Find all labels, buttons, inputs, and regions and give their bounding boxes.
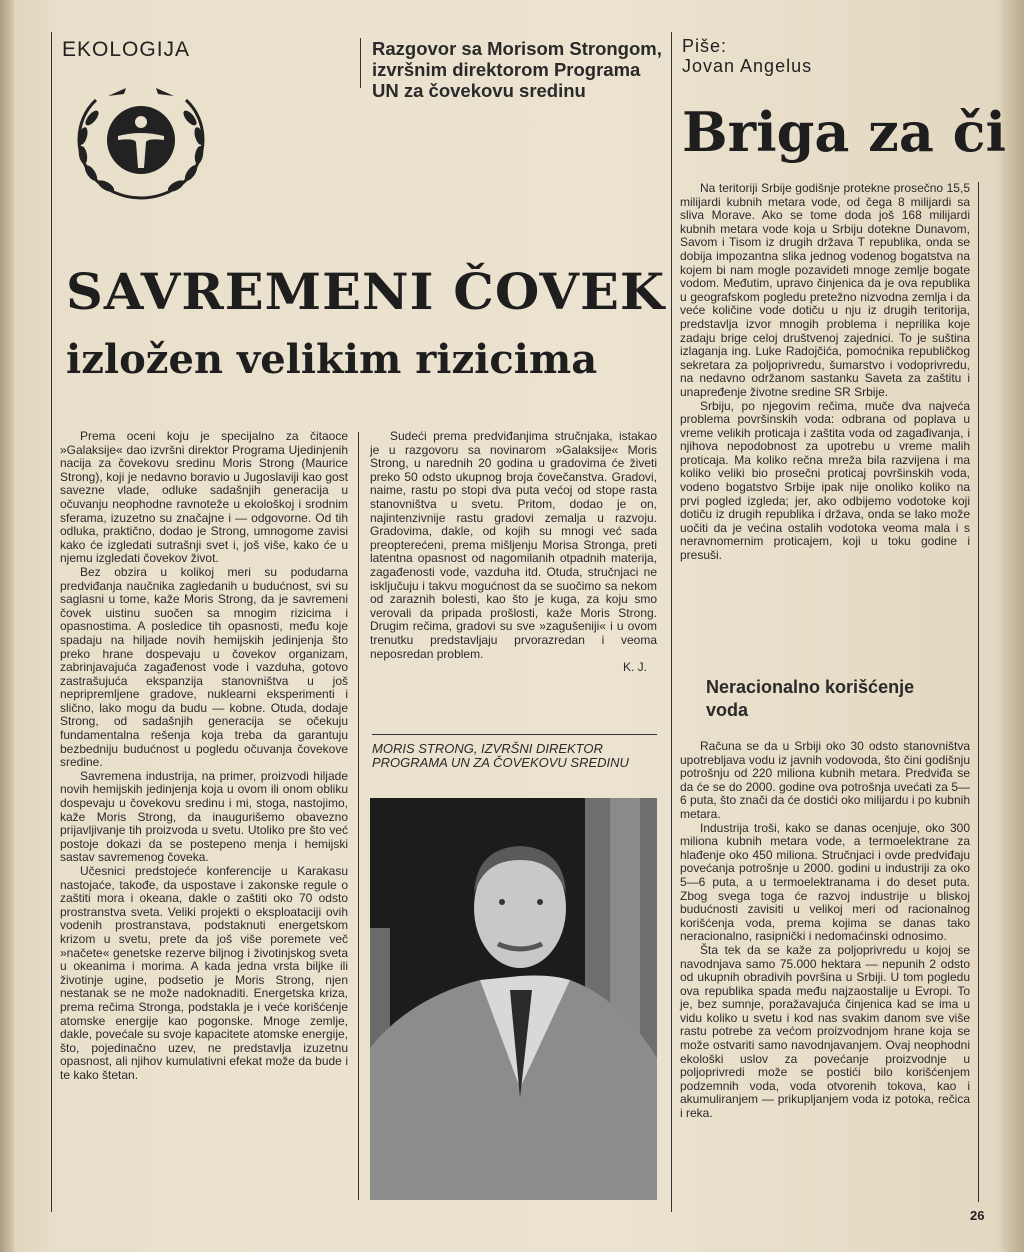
paragraph: Srbiju, po njegovim rečima, muče dva najveća problema površinskih voda: odbrana od poplava u vreme velikih proticaja i zaštita voda od zagađivanja, i njihova nepodobnost za upotrebu u vreme malih proticaja. Ma koliko rečna mreža bila razvijena i ma koliko veliki bio prosečni proticaj površinskih voda, vodeno bogatstvo Srbije ipak nije onoliko koliko na prvi pogled izgleda; jer, ako odbijemo vodotoke koji dotiču iz drugih republika i država, onda se lako može uočiti da je većina ostalih vodotoka veoma mala i s neravnomernim proticajem, koji u toku godine i presuši. [680,398,970,563]
article-column-3-top [680,182,970,563]
right-article-headline: Briga za či [682,100,1006,164]
article-deck: Razgovor sa Morisom Strongom, izvršnim direktorom Programa UN za čovekovu sredinu [372,38,662,101]
column-rule-middle [358,432,359,1200]
author-initials: K. J. [622,660,647,675]
byline-label: Piše: [682,36,728,56]
main-title: SAVREMENI ČOVEK [66,262,666,321]
article-column-1 [60,430,348,1083]
portrait-photo [370,798,657,1200]
article-column-2 [370,430,657,675]
right-margin-rule [978,182,979,1202]
column-rule-right [671,32,672,1212]
paragraph: Učesnici predstojeće konferencije u Karakasu nastojaće, takođe, da uspostave i zakonske regule o zaštiti mora i okeana, dakle o zaštiti oko 70 odsto prostranstva sveta. Veliki projekti o eksploataciji ovih vodenih prostranstava, podstaknuti energetskom krizom u svetu, prete da još više poremete več »načete« genetske rezerve biljnog i životinjskog sveta u okeanima i morima. A kada jedna vrsta biljke ili životinje ugine, podsetio je Moris Strong, njen nestanak se ne može nadoknaditi. Energetska kriza, prema rečima Stronga, podstakla je i veće korišćenje atomske energije kao pogonske. Mnoge zemlje, dakle, povećale su svoje kapacitete atomske energije, što, pojedinačno uzev, ne predstavlja izuzetnu opasnost, ali njihov kumulativni efekat može da bude i te kako štetan. [60,864,348,1082]
paragraph: Na teritoriji Srbije godišnje protekne prosečno 15,5 milijardi kubnih metara vode, od čega 8 milijardi sa sliva Morave. Ako se tome doda još 168 milijardi kubnih metara vode koja u Srbiju dotekne Dunavom, Savom i Tisom iz drugih država T republika, onda se dobija impozantna slika jednog vodenog bogatstva na kojem bi nam mogle pozavideti mnoge zemlje bogate vodom. Međutim, upravo činjenica da je ova republika u geografskom pogledu pretežno nizvodna zemlja i da veće količine vode dotiču u nju iz drugih teritorija, predstavlja izvor mnogih problema i neprilika koje zadaju brige celoj društvenoj zajednici. To je suština izlaganja ing. Luke Radojčića, pomoćnika republičkog sekretara za poljoprivredu, šumarstvo i vodoprivredu, na nedavno održanom sastanku Saveta za zaštitu i unapređenje životne sredine SR Srbije. [680,181,970,399]
paragraph: Industrija troši, kako se danas ocenjuje, oko 300 miliona kubnih metara vode, a termoelektrane za hlađenje oko 450 miliona. Stručnjaci i ovde predviđaju povećanja potrošnje u 2000. godini u industriji za oko 5—6 puta, a u termoelektranama i do deset puta. Zbog svega toga će razvoj industrije u bliskoj budućnosti zavisiti u velikoj meri od racionalnog korišćenja voda, prema kojima se danas tako neracionalno, rasipnički i nedomaćinski odnosimo. [680,820,970,944]
page-edge [1002,0,1024,1252]
paragraph: Bez obzira u kolikoj meri su podudarna predviđanja naučnika zagledanih u budućnost, svi su saglasni u tome, kaže Moris Strong, da je savremeni čovek uistinu suočen sa mnogim rizicima i opasnostima. A posledice tih opasnosti, među koje spadaju na hiljade novih hemijskih jedinjenja što preko hrane dospevaju u čovekov organizam, zabrinjavajuća zagađenost vode i vazduha, gotovo zastrašujuća ekspanzija stanovništva u još nepripremljene gradove, nuklearni eksperimenti i slično, lako mogu da budu — kobne. Otuda, dodaje Strong, od sadašnjih generacija se očekuju fundamentalna rešenja koja treba da garantuju bezbedniju budućnost u pogledu očuvanja čovekove sredine. [60,564,348,770]
paragraph: Prema oceni koju je specijalno za čitaoce »Galaksije« dao izvršni direktor Programa Ujedinjenih nacija za čovekovu sredinu Moris Strong (Maurice Strong), koji je nedavno boravio u Jugoslaviji kao gost savezne vlade, odluke sadašnjih generacija u očuvanju neophodne ravnoteže u ekološkoj i srodnim sferama, izuzetno su značajne i — odgovorne. Od tih odluka, praktično, dodao je Strong, umnogome zavisi kako će izgledati sutrašnji svet i, još više, kako će u njemu izgledati čovekov život. [60,429,348,566]
paragraph: Sudeći prema predviđanjima stručnjaka, istakao je u razgovoru sa novinarom »Galaksije« Moris Strong, u narednih 20 godina u gradovima će živeti preko 50 odsto ukupnog broja čovečanstva. Gradovi, naime, rastu po stopi dva puta većoj od stope rasta stanovništva u svetu. Pritom, dodao je on, najintenzivnije rastu gradovi zemalja u razvoju. Gradovima, dakle, od kojih su mnogi već sada preopterećeni, prema mišljenju Morisa Stronga, preti latentna opasnost od nagomilanih otpadnih materija, zagađenosti vode, vazduha itd. Otuda, stručnjaci ne isključuju i takvu mogućnost da se suočimo sa nekom od zaraznih bolesti, kao što je kuga, za koju smo verovali da pripada prošlosti, kaže Moris Strong. Drugim rečima, gradovi su sve »zagušeniji« i u ovom trenutku predstavljaju prvorazredan i veoma neposredan problem. [370,429,657,661]
paragraph: Savremena industrija, na primer, proizvodi hiljade novih hemijskih jedinjenja koja u ovom ili onom obliku dospevaju u čovekovu sredinu i mi, stoga, nastojimo, kaže Moris Strong, da inaugurišemo obavezno prijavljivanje tih proizvoda u svetu. Utoliko pre što već postoje dokazi da se postepeno menja i hemijski sastav savremenog čoveka. [60,768,348,865]
left-margin-rule [51,32,52,1212]
section-subhead: Neracionalno korišćenje voda [706,677,915,720]
header-divider [360,38,361,88]
article-column-3-bottom [680,740,970,1121]
page-number: 26 [970,1208,985,1223]
photo-caption: MORIS STRONG, IZVRŠNI DIREKTOR PROGRAMA UN ZA ČOVEKOVU SREDINU [372,741,629,770]
paragraph: Računa se da u Srbiji oko 30 odsto stanovništva upotrebljava vodu iz javnih vodovoda, što čini godišnju potrošnju od 220 miliona kubnih metara. Predviđa se da će se do 2000. godine ova potrošnja uvećati za 5—6 puta, što znači da će dostići oko milijardu i po kubnih metara. [680,739,970,821]
byline-author: Jovan Angelus [682,56,813,76]
section-label: EKOLOGIJA [62,38,191,61]
paragraph: Šta tek da se kaže za poljoprivredu u kojoj se navodnjava samo 75.000 hektara — nepunih 2 odsto od ukupnih obradivih površina u Srbiji. U tom pogledu ova republika spada među najzaostalije u Evropi. To je, bez sumnje, poražavajuća činjenica kad se ima u vidu koliko u svetu i kod nas svakim danom sve više rastu potrebe za većom proizvodnjom hrane koja se može ostvariti samo navodnjavanjem. Ovaj neophodni ekološki uslov za povećanje proizvodnje u poljoprivredi može se postići bilo korišćenjem podzemnih voda, voda otvorenih tokova, kao i akumuliranjem — prikupljanjem voda iz potoka, rečica i reka. [680,942,970,1121]
unep-emblem-icon [68,78,214,202]
caption-rule [372,734,657,735]
main-subtitle: izložen velikim rizicima [66,336,598,383]
page-fold-shadow [0,0,14,1252]
